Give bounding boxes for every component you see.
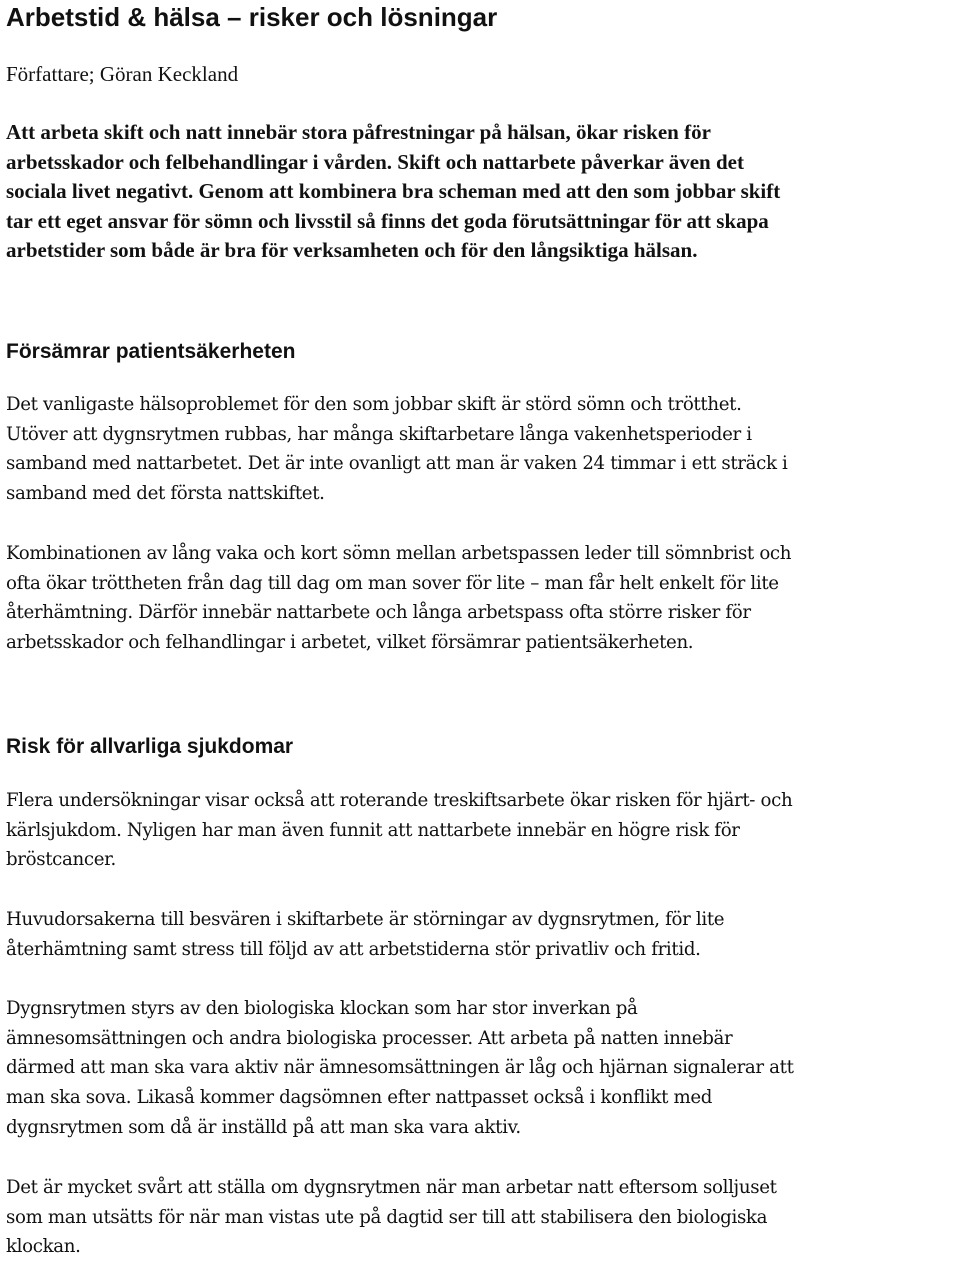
body-paragraph: [6, 539, 956, 658]
body-line: Utöver att dygnsrytmen rubbas, har många skiftarbetare långa vakenhetsperioder i: [6, 423, 752, 445]
body-line: återhämtning. Därför innebär nattarbete och långa arbetspass ofta större risker för: [6, 602, 751, 624]
section-heading-patientsakerhet: Försämrar patientsäkerheten: [6, 340, 296, 363]
lead-line: arbetstider som både är bra för verksamheten och för den långsiktiga hälsan.: [6, 238, 698, 262]
body-line: ofta ökar tröttheten från dag till dag om man sover för lite – man får helt enkelt för lite: [6, 572, 779, 594]
body-line: samband med det första nattskiftet.: [6, 483, 325, 505]
author-line: Författare; Göran Keckland: [6, 62, 239, 86]
body-line: kärlsjukdom. Nyligen har man även funnit att nattarbete innebär en högre risk för: [6, 819, 740, 841]
lead-line: tar ett eget ansvar för sömn och livsstil så finns det goda förutsättningar för att skapa: [6, 208, 769, 233]
lead-line: sociala livet negativt. Genom att kombinera bra scheman med att den som jobbar skift: [6, 179, 781, 203]
body-paragraph: [6, 905, 956, 964]
section-heading-sjukdomar: Risk för allvarliga sjukdomar: [6, 735, 294, 758]
page-title: Arbetstid & hälsa – risker och lösningar: [6, 2, 498, 32]
body-paragraph: [6, 786, 956, 875]
body-line: ämnesomsättningen och andra biologiska processer. Att arbeta på natten innebär: [6, 1027, 733, 1049]
lead-paragraph: [6, 118, 956, 266]
body-line: Det vanligaste hälsoproblemet för den som jobbar skift är störd sömn och trötthet.: [6, 394, 742, 415]
body-line: klockan.: [6, 1236, 81, 1258]
body-paragraph: [6, 1173, 956, 1262]
body-line: Flera undersökningar visar också att roterande treskiftsarbete ökar risken för hjärt- och: [6, 790, 793, 811]
body-line: som man utsätts för när man vistas ute på dagtid ser till att stabilisera den biologiska: [6, 1206, 768, 1228]
body-line: arbetsskador och felhandlingar i arbetet, vilket försämrar patientsäkerheten.: [6, 632, 694, 654]
body-paragraph: [6, 390, 956, 509]
body-line: återhämtning samt stress till följd av att arbetstiderna stör privatliv och fritid.: [6, 938, 701, 960]
body-line: Kombinationen av lång vaka och kort sömn mellan arbetspassen leder till sömnbrist och: [6, 543, 792, 564]
body-line: bröstcancer.: [6, 849, 116, 871]
body-paragraph: [6, 994, 956, 1143]
body-line: Dygnsrytmen styrs av den biologiska klockan som har stor inverkan på: [6, 998, 638, 1019]
body-line: dygnsrytmen som då är inställd på att man ska vara aktiv.: [6, 1116, 521, 1138]
body-line: samband med nattarbetet. Det är inte ovanligt att man är vaken 24 timmar i ett sträck i: [6, 453, 788, 475]
body-line: Huvudorsakerna till besvären i skiftarbete är störningar av dygnsrytmen, för lite: [6, 909, 725, 930]
lead-line: Att arbeta skift och natt innebär stora påfrestningar på hälsan, ökar risken för: [6, 120, 711, 144]
lead-line: arbetsskador och felbehandlingar i vården. Skift och nattarbete påverkar även det: [6, 149, 744, 174]
body-line: därmed att man ska vara aktiv när ämnesomsättningen är låg och hjärnan signalerar att: [6, 1057, 794, 1079]
body-line: Det är mycket svårt att ställa om dygnsrytmen när man arbetar natt eftersom solljuset: [6, 1177, 777, 1198]
body-line: man ska sova. Likaså kommer dagsömnen efter nattpasset också i konflikt med: [6, 1087, 713, 1109]
